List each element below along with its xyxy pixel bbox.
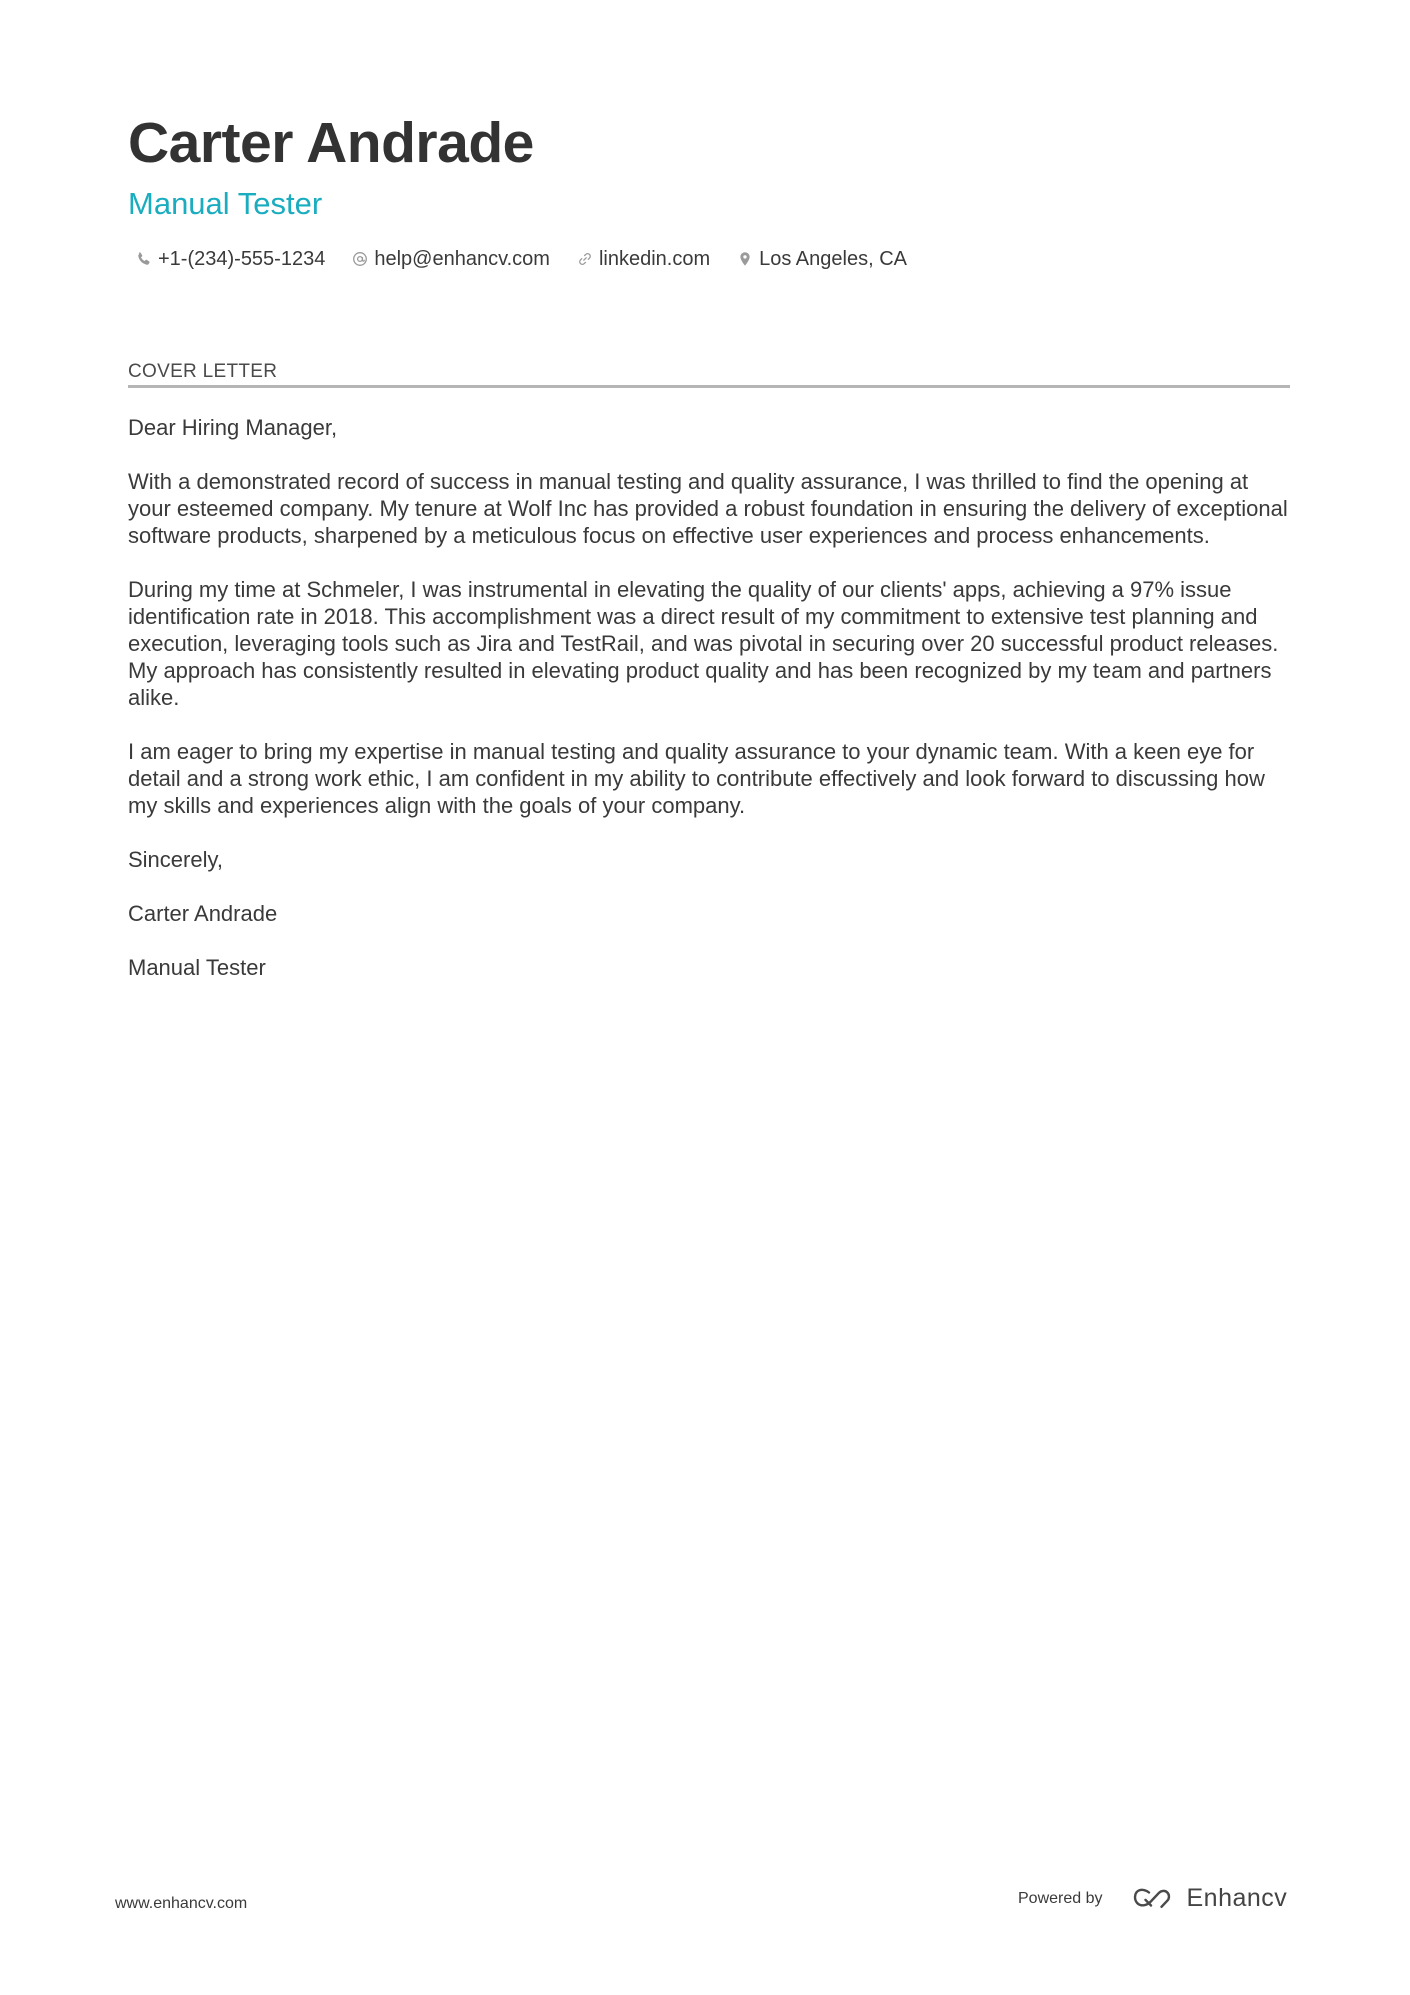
section-divider bbox=[128, 385, 1290, 388]
link-icon bbox=[577, 251, 593, 267]
contact-phone-text: +1-(234)-555-1234 bbox=[158, 248, 326, 270]
letter-greeting: Dear Hiring Manager, bbox=[128, 415, 338, 440]
letter-paragraph-2: During my time at Schmeler, I was instrumental in elevating the quality of our clients' apps, achieving a 97% issue identification rate in 2018. This accomplishment was a direct result of my commitment to extensive test planning and execution, leveraging tools such as Jira and TestRail, and was pivotal in securing over 20 successful product releases. My approach has consistently resulted in elevating product quality and has been recognized by my team and partners alike. bbox=[128, 577, 1279, 710]
signature-name: Carter Andrade bbox=[128, 901, 278, 926]
location-pin-icon bbox=[737, 251, 753, 267]
letter-paragraph-3: I am eager to bring my expertise in manual testing and quality assurance to your dynamic team. With a keen eye for detail and a strong work ethic, I am confident in my ability to contribute effectively and look forward to discussing how my skills and experiences align with the goals of your company. bbox=[128, 739, 1265, 818]
contact-linkedin-text[interactable]: linkedin.com bbox=[598, 248, 711, 270]
signature-title: Manual Tester bbox=[128, 955, 266, 980]
enhancv-logo-icon bbox=[1129, 1886, 1175, 1912]
footer-website[interactable]: www.enhancv.com bbox=[115, 1895, 248, 1912]
candidate-role: Manual Tester bbox=[128, 186, 323, 221]
contact-bar bbox=[136, 244, 934, 274]
contact-phone bbox=[136, 244, 325, 274]
contact-email[interactable] bbox=[352, 244, 550, 274]
footer-branding bbox=[1018, 1884, 1287, 1913]
contact-location bbox=[737, 244, 907, 274]
contact-linkedin[interactable] bbox=[577, 244, 710, 274]
contact-email-text[interactable]: help@enhancv.com bbox=[374, 248, 550, 270]
candidate-name: Carter Andrade bbox=[128, 111, 534, 175]
powered-by-label: Powered by bbox=[1018, 1889, 1103, 1907]
phone-icon bbox=[136, 251, 152, 267]
letter-body bbox=[128, 414, 1290, 1008]
enhancv-brand-name: Enhancv bbox=[1186, 1884, 1288, 1912]
contact-location-text: Los Angeles, CA bbox=[759, 248, 907, 270]
section-title: COVER LETTER bbox=[128, 361, 278, 382]
letter-closing: Sincerely, bbox=[128, 847, 223, 872]
at-icon bbox=[352, 251, 368, 267]
letter-paragraph-1: With a demonstrated record of success in manual testing and quality assurance, I was thrilled to find the opening at your esteemed company. My tenure at Wolf Inc has provided a robust foundation in ensuring the delivery of exceptional software products, sharpened by a meticulous focus on effective user experiences and process enhancements. bbox=[128, 469, 1288, 548]
